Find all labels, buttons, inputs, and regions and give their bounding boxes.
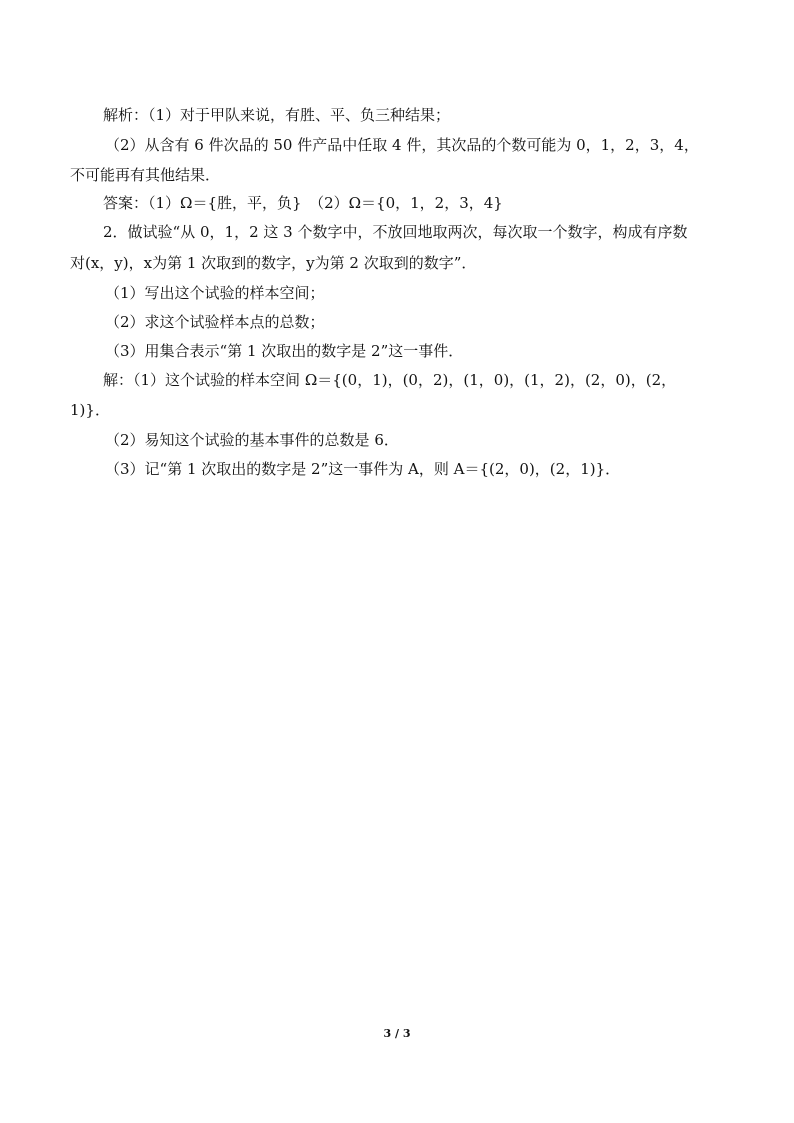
question-2-line-2: 对(x，y)，x为第 1 次取到的数字，y为第 2 次取到的数字”． xyxy=(70,254,477,272)
page-number: 3 / 3 xyxy=(383,1027,411,1040)
question-2-part-2: （2）求这个试验样本点的总数； xyxy=(105,313,325,331)
analysis-line-1: 解析：（1）对于甲队来说，有胜、平、负三种结果； xyxy=(103,106,451,124)
solution-line-4: （3）记“第 1 次取出的数字是 2”这一事件为 A，则 A＝{(2，0)，(2，1)}． xyxy=(105,460,621,478)
analysis-line-3: 不可能再有其他结果． xyxy=(70,166,221,184)
answer-line: 答案：（1）Ω＝{胜，平，负} （2）Ω＝{0，1，2，3，4} xyxy=(103,194,503,212)
question-2-part-1: （1）写出这个试验的样本空间； xyxy=(105,284,325,302)
solution-line-1: 解：（1）这个试验的样本空间 Ω＝{(0，1)，(0，2)，(1，0)，(1，2)，(2，0)，(2， xyxy=(103,371,677,389)
analysis-line-2: （2）从含有 6 件次品的 50 件产品中任取 4 件，其次品的个数可能为 0，1，2，3，4， xyxy=(105,136,699,154)
question-2-line-1: 2．做试验“从 0，1，2 这 3 个数字中，不放回地取两次，每次取一个数字，构成有序数 xyxy=(103,223,688,241)
solution-line-2: 1)}． xyxy=(70,401,110,419)
solution-line-3: （2）易知这个试验的基本事件的总数是 6． xyxy=(105,431,399,449)
question-2-part-3: （3）用集合表示“第 1 次取出的数字是 2”这一事件． xyxy=(105,342,464,360)
